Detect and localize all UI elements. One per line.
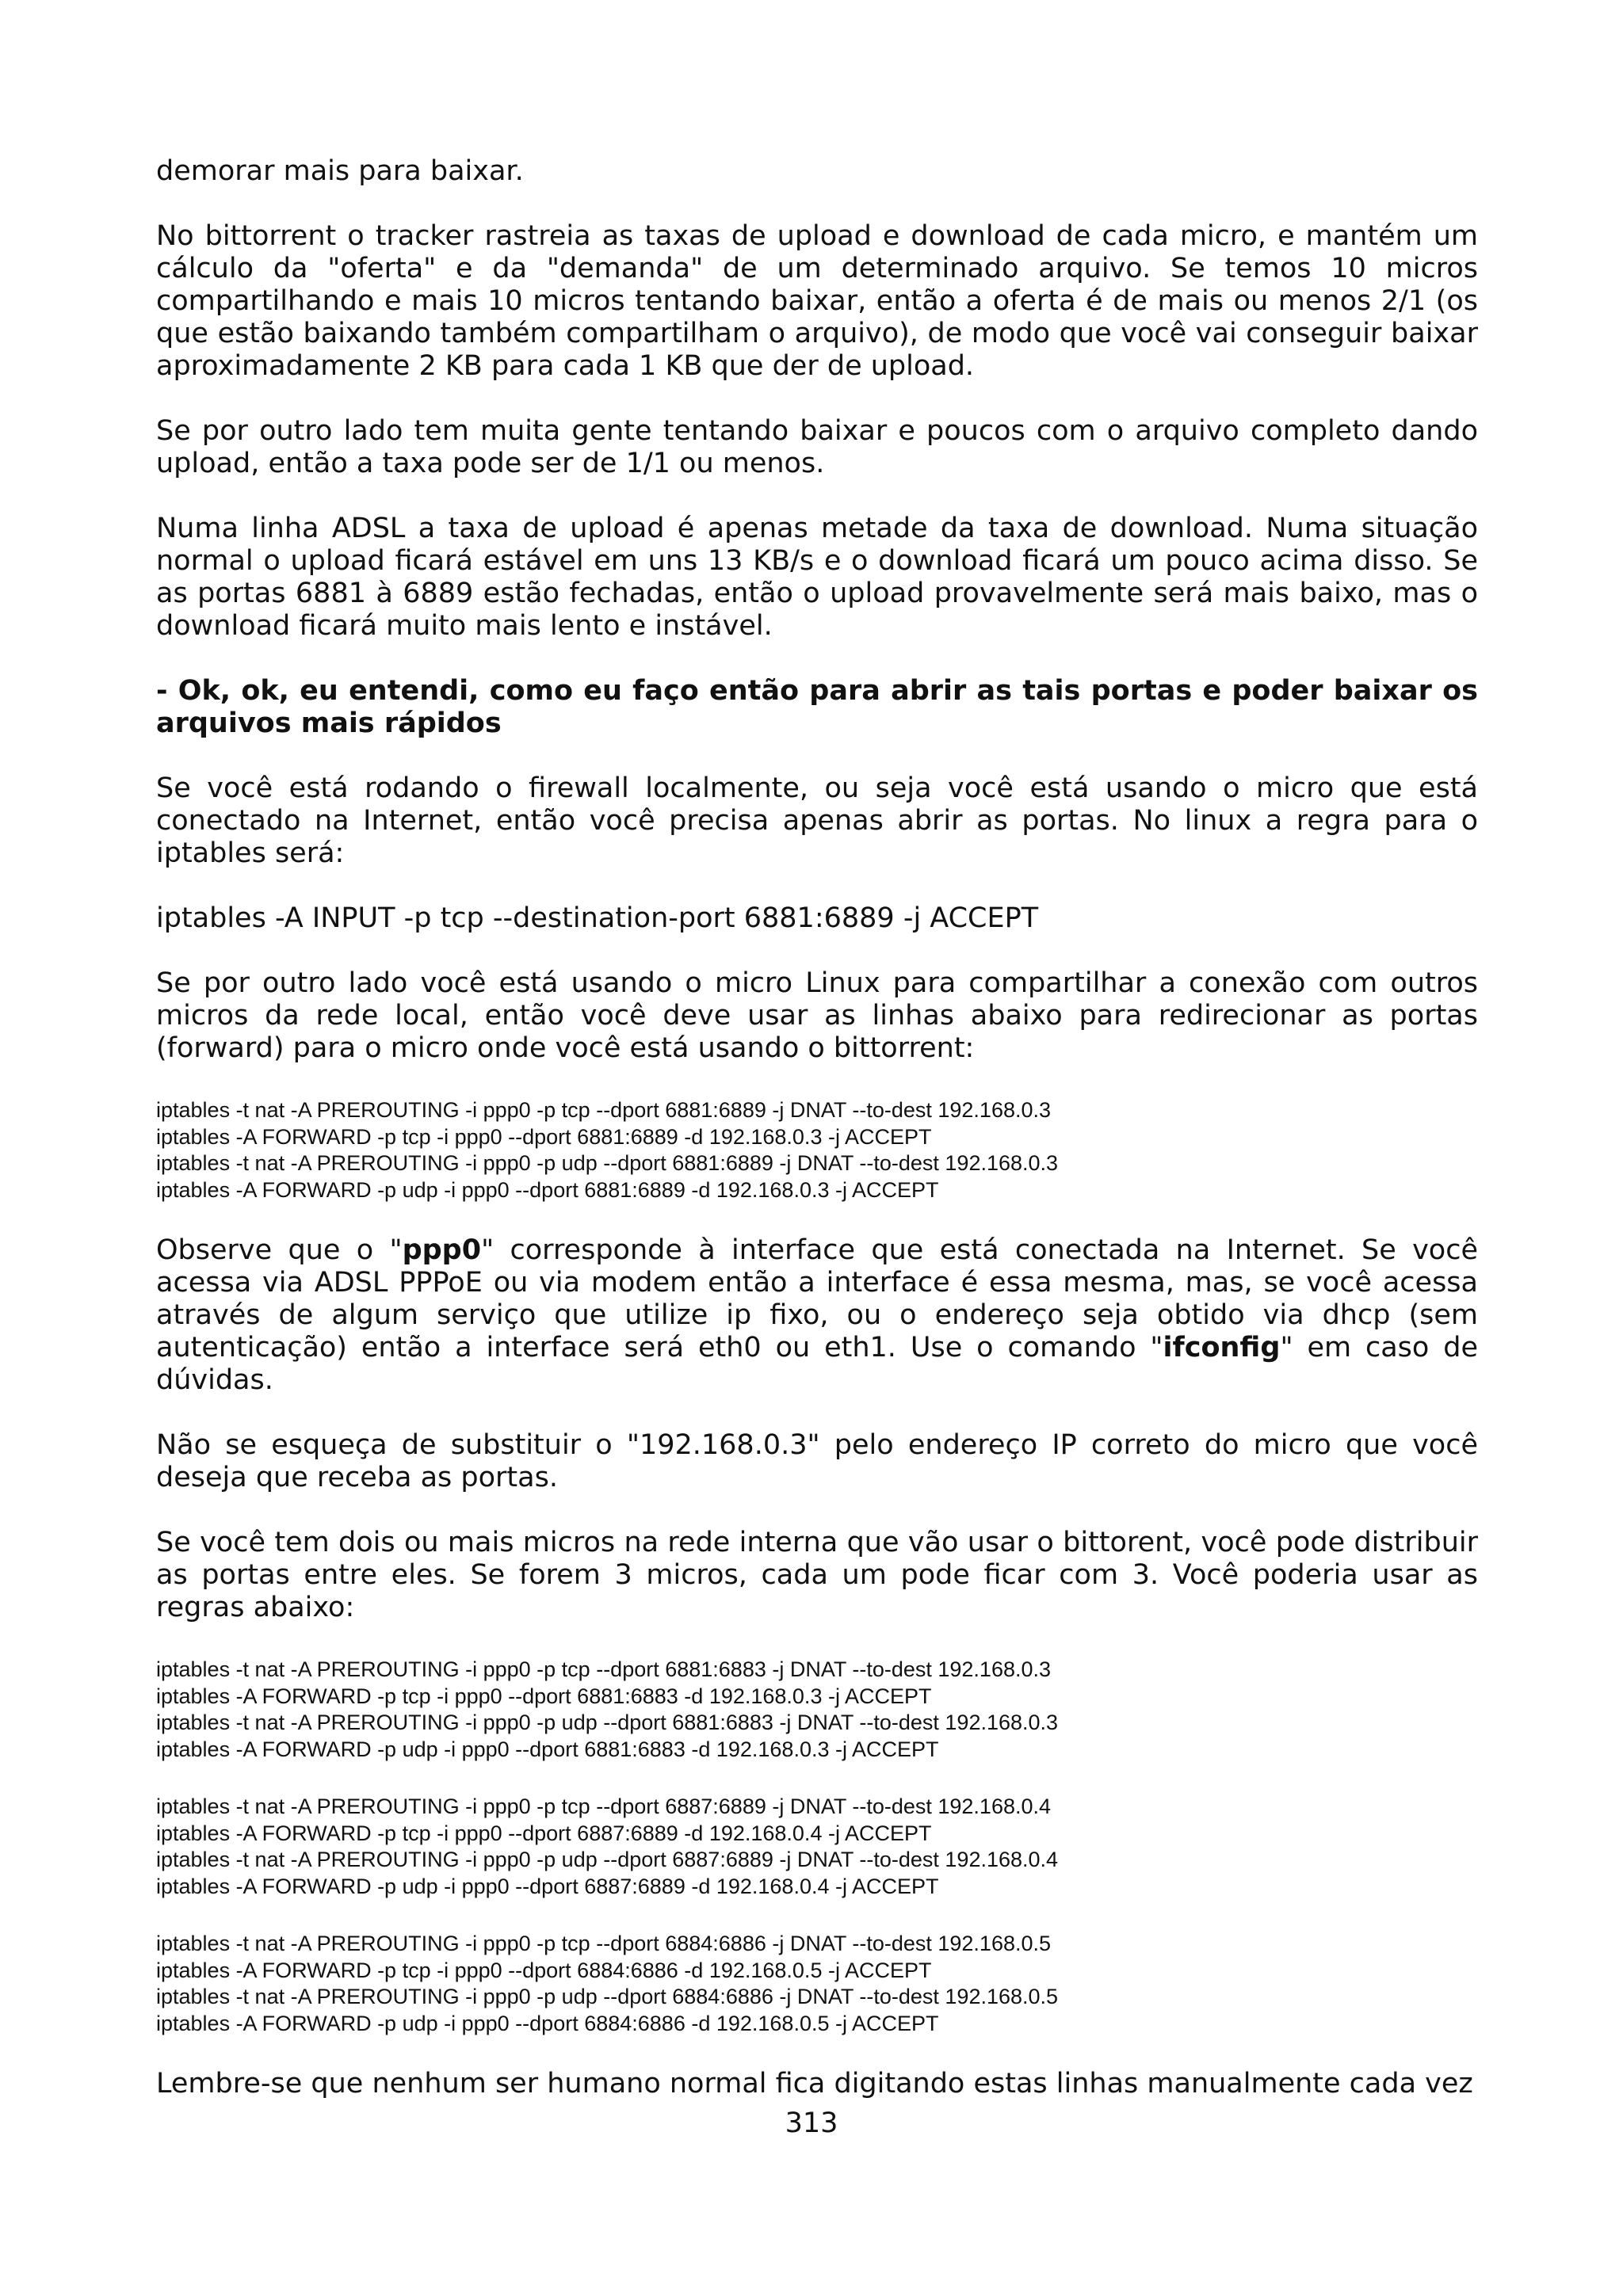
text-run: " corresponde à interface que está conectada na Internet. Se você acessa via ADSL PPPoE ou via modem então a interface é essa mesma, mas, se você acessa através de algum serviço que utilize ip fixo, ou o endereço seja obtido via dhcp (sem autenticação) então a interface será eth0 ou eth1. Use o comando " xyxy=(156,1234,1478,1363)
command-line: iptables -A FORWARD -p tcp -i ppp0 --dport 6884:6886 -d 192.168.0.5 -j ACCEPT xyxy=(156,1958,932,1982)
bold-term-ppp0: ppp0 xyxy=(402,1234,482,1266)
paragraph-continuation: demorar mais para baixar. xyxy=(156,155,524,187)
command-line: iptables -t nat -A PREROUTING -i ppp0 -p udp --dport 6881:6889 -j DNAT --to-dest 192.168.0.3 xyxy=(156,1151,1059,1175)
command-line: iptables -A FORWARD -p tcp -i ppp0 --dport 6881:6883 -d 192.168.0.3 -j ACCEPT xyxy=(156,1684,932,1708)
bold-term-ifconfig: ifconfig xyxy=(1163,1332,1281,1363)
command-line: iptables -t nat -A PREROUTING -i ppp0 -p tcp --dport 6881:6883 -j DNAT --to-dest 192.168.0.3 xyxy=(156,1657,1052,1681)
command-line: iptables -A FORWARD -p udp -i ppp0 --dport 6881:6883 -d 192.168.0.3 -j ACCEPT xyxy=(156,1737,939,1761)
command-block-micro-4 xyxy=(156,1794,1478,1900)
paragraph-substitute-ip: Não se esqueça de substituir o "192.168.0.3" pelo endereço IP correto do micro que você deseja que receba as portas. xyxy=(156,1429,1478,1493)
paragraph-closing: Lembre-se que nenhum ser humano normal fica digitando estas linhas manualmente cada vez xyxy=(156,2068,1473,2100)
command-line: iptables -t nat -A PREROUTING -i ppp0 -p udp --dport 6881:6883 -j DNAT --to-dest 192.168.0.3 xyxy=(156,1711,1059,1734)
command-line: iptables -t nat -A PREROUTING -i ppp0 -p tcp --dport 6884:6886 -j DNAT --to-dest 192.168.0.5 xyxy=(156,1932,1052,1955)
paragraph-tracker: No bittorrent o tracker rastreia as taxas de upload e download de cada micro, e mantém um cálculo da "oferta" e da "demanda" de um determinado arquivo. Se temos 10 micros compartilhando e mais 10 micros tentando baixar, então a oferta é de mais ou menos 2/1 (os que estão baixando também compartilham o arquivo), de modo que você vai conseguir baixar aproximadamente 2 KB para cada 1 KB que der de upload. xyxy=(156,220,1478,382)
command-line: iptables -A FORWARD -p tcp -i ppp0 --dport 6881:6889 -d 192.168.0.3 -j ACCEPT xyxy=(156,1124,932,1149)
command-line: iptables -t nat -A PREROUTING -i ppp0 -p tcp --dport 6881:6889 -j DNAT --to-dest 192.168.0.3 xyxy=(156,1098,1052,1122)
page-number: 313 xyxy=(785,2107,838,2139)
text-run: Observe que o " xyxy=(156,1234,403,1266)
paragraph-adsl: Numa linha ADSL a taxa de upload é apenas metade da taxa de download. Numa situação normal o upload ficará estável em uns 13 KB/s e o download ficará um pouco acima disso. Se as portas 6881 à 6889 estão fechadas, então o upload provavelmente será mais baixo, mas o download ficará muito mais lento e instável. xyxy=(156,513,1478,642)
command-line: iptables -A FORWARD -p udp -i ppp0 --dport 6887:6889 -d 192.168.0.4 -j ACCEPT xyxy=(156,1874,939,1898)
command-block-forward xyxy=(156,1097,1478,1203)
command-line: iptables -t nat -A PREROUTING -i ppp0 -p udp --dport 6887:6889 -j DNAT --to-dest 192.168.0.4 xyxy=(156,1848,1059,1871)
section-heading: - Ok, ok, eu entendi, como eu faço então para abrir as tais portas e poder baixar os arquivos mais rápidos xyxy=(156,675,1478,739)
text-run: " em caso de dúvidas. xyxy=(156,1332,1478,1396)
paragraph-distribute-ports: Se você tem dois ou mais micros na rede interna que vão usar o bittorent, você pode distribuir as portas entre eles. Se forem 3 micros, cada um pode ficar com 3. Você poderia usar as regras abaixo: xyxy=(156,1527,1478,1623)
command-line: iptables -t nat -A PREROUTING -i ppp0 -p udp --dport 6884:6886 -j DNAT --to-dest 192.168.0.5 xyxy=(156,1985,1059,2008)
command-block-micro-5 xyxy=(156,1931,1478,2037)
command-line: iptables -A FORWARD -p tcp -i ppp0 --dport 6887:6889 -d 192.168.0.4 -j ACCEPT xyxy=(156,1821,932,1845)
input-rule-command: iptables -A INPUT -p tcp --destination-port 6881:6889 -j ACCEPT xyxy=(156,902,1039,934)
command-block-micro-3 xyxy=(156,1657,1478,1763)
command-line: iptables -t nat -A PREROUTING -i ppp0 -p tcp --dport 6887:6889 -j DNAT --to-dest 192.168.0.4 xyxy=(156,1794,1052,1818)
paragraph-local-firewall: Se você está rodando o firewall localmente, ou seja você está usando o micro que está conectado na Internet, então você precisa apenas abrir as portas. No linux a regra para o iptables será: xyxy=(156,772,1478,869)
command-line: iptables -A FORWARD -p udp -i ppp0 --dport 6881:6889 -d 192.168.0.3 -j ACCEPT xyxy=(156,1177,939,1202)
paragraph-sharing: Se por outro lado você está usando o micro Linux para compartilhar a conexão com outros micros da rede local, então você deve usar as linhas abaixo para redirecionar as portas (forward) para o micro onde você está usando o bittorrent: xyxy=(156,967,1478,1064)
command-line: iptables -A FORWARD -p udp -i ppp0 --dport 6884:6886 -d 192.168.0.5 -j ACCEPT xyxy=(156,2011,939,2035)
page-body xyxy=(156,155,1478,2133)
paragraph-ppp0 xyxy=(156,1234,1478,1397)
paragraph-many-downloaders: Se por outro lado tem muita gente tentando baixar e poucos com o arquivo completo dando upload, então a taxa pode ser de 1/1 ou menos. xyxy=(156,415,1478,479)
